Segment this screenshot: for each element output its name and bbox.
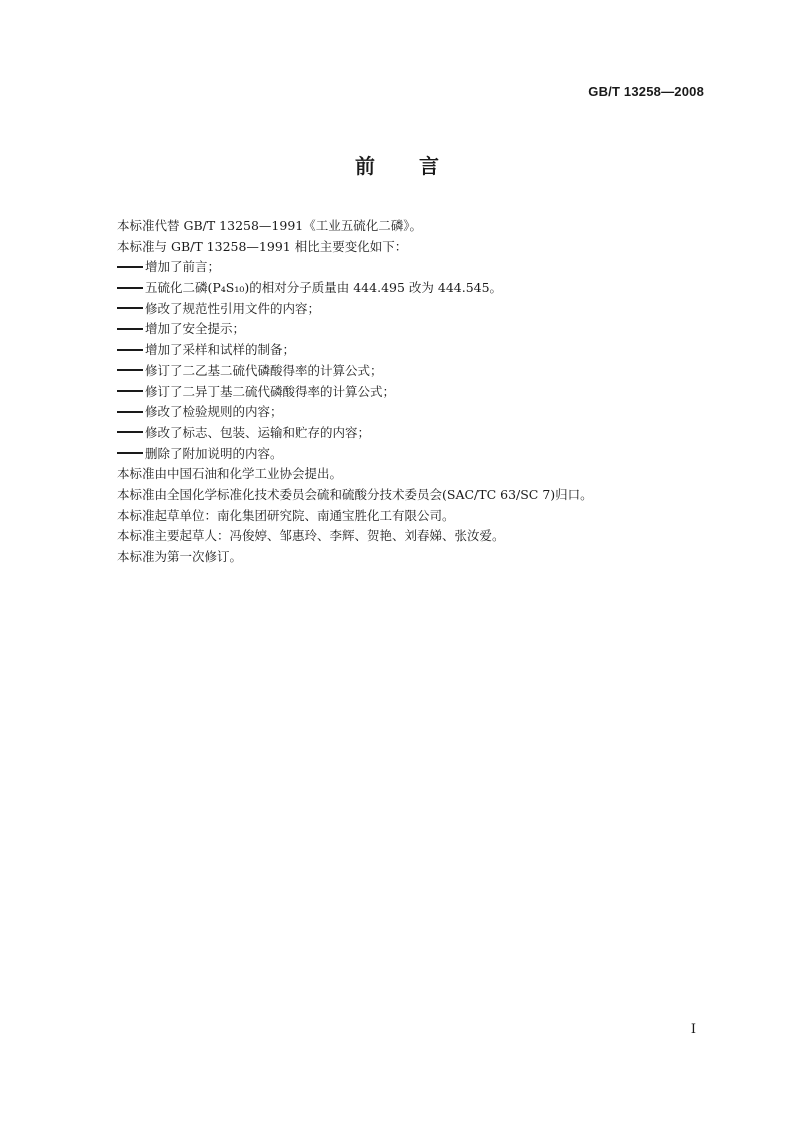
em-dash-bullet xyxy=(117,349,143,351)
standard-code: GB/T 13258—2008 xyxy=(588,84,704,99)
paragraph-text: 本标准起草单位：南化集团研究院、南通宝胜化工有限公司。 xyxy=(117,507,455,523)
change-item xyxy=(117,361,697,382)
paragraph-text: 本标准为第一次修订。 xyxy=(117,549,243,564)
page-number: I xyxy=(690,1022,696,1037)
paragraph-line xyxy=(117,464,697,485)
change-item-text: 修订了二乙基二硫代磷酸得率的计算公式； xyxy=(145,362,383,378)
em-dash-bullet xyxy=(117,390,143,392)
change-item xyxy=(117,319,697,340)
paragraph-line xyxy=(117,547,697,568)
paragraph-line xyxy=(117,216,697,237)
em-dash-bullet xyxy=(117,369,143,371)
change-item xyxy=(117,299,697,320)
paragraph-line xyxy=(117,485,697,506)
foreword-body xyxy=(117,216,697,568)
em-dash-bullet xyxy=(117,431,143,433)
paragraph-text: 本标准由中国石油和化学工业协会提出。 xyxy=(117,466,343,482)
paragraph-line xyxy=(117,526,697,547)
change-item-text: 增加了安全提示； xyxy=(145,321,246,337)
change-item xyxy=(117,278,697,299)
em-dash-bullet xyxy=(117,266,143,268)
em-dash-bullet xyxy=(117,411,143,413)
change-item xyxy=(117,423,697,444)
em-dash-bullet xyxy=(117,287,143,289)
paragraph-text: 本标准与 GB/T 13258—1991 相比主要变化如下： xyxy=(117,238,408,254)
change-item xyxy=(117,444,697,465)
em-dash-bullet xyxy=(117,328,143,330)
paragraph-text: 本标准由全国化学标准化技术委员会硫和硫酸分技术委员会(SAC/TC 63/SC 7)归口。 xyxy=(117,486,593,502)
change-item-text: 修改了标志、包装、运输和贮存的内容； xyxy=(145,424,371,440)
paragraph-text: 本标准代替 GB/T 13258—1991《工业五硫化二磷》。 xyxy=(117,218,422,233)
paragraph-line xyxy=(117,506,697,527)
change-item-text: 修改了检验规则的内容； xyxy=(145,404,283,420)
em-dash-bullet xyxy=(117,452,143,454)
page-title: 前言 xyxy=(355,154,483,178)
change-item-text: 增加了采样和试样的制备； xyxy=(145,342,296,358)
paragraph-line xyxy=(117,237,697,258)
change-item xyxy=(117,382,697,403)
em-dash-bullet xyxy=(117,307,143,309)
change-item-text: 修订了二异丁基二硫代磷酸得率的计算公式； xyxy=(145,383,396,399)
change-item xyxy=(117,257,697,278)
change-item xyxy=(117,402,697,423)
change-item-text: 修改了规范性引用文件的内容； xyxy=(145,300,321,316)
change-item-text: 五硫化二磷(P₄S₁₀)的相对分子质量由 444.495 改为 444.545。 xyxy=(145,280,503,296)
change-item-text: 增加了前言； xyxy=(145,259,221,275)
change-item xyxy=(117,340,697,361)
change-item-text: 删除了附加说明的内容。 xyxy=(145,445,283,461)
paragraph-text: 本标准主要起草人：冯俊婷、邹惠玲、李辉、贺艳、刘春娣、张汝爱。 xyxy=(117,528,505,544)
